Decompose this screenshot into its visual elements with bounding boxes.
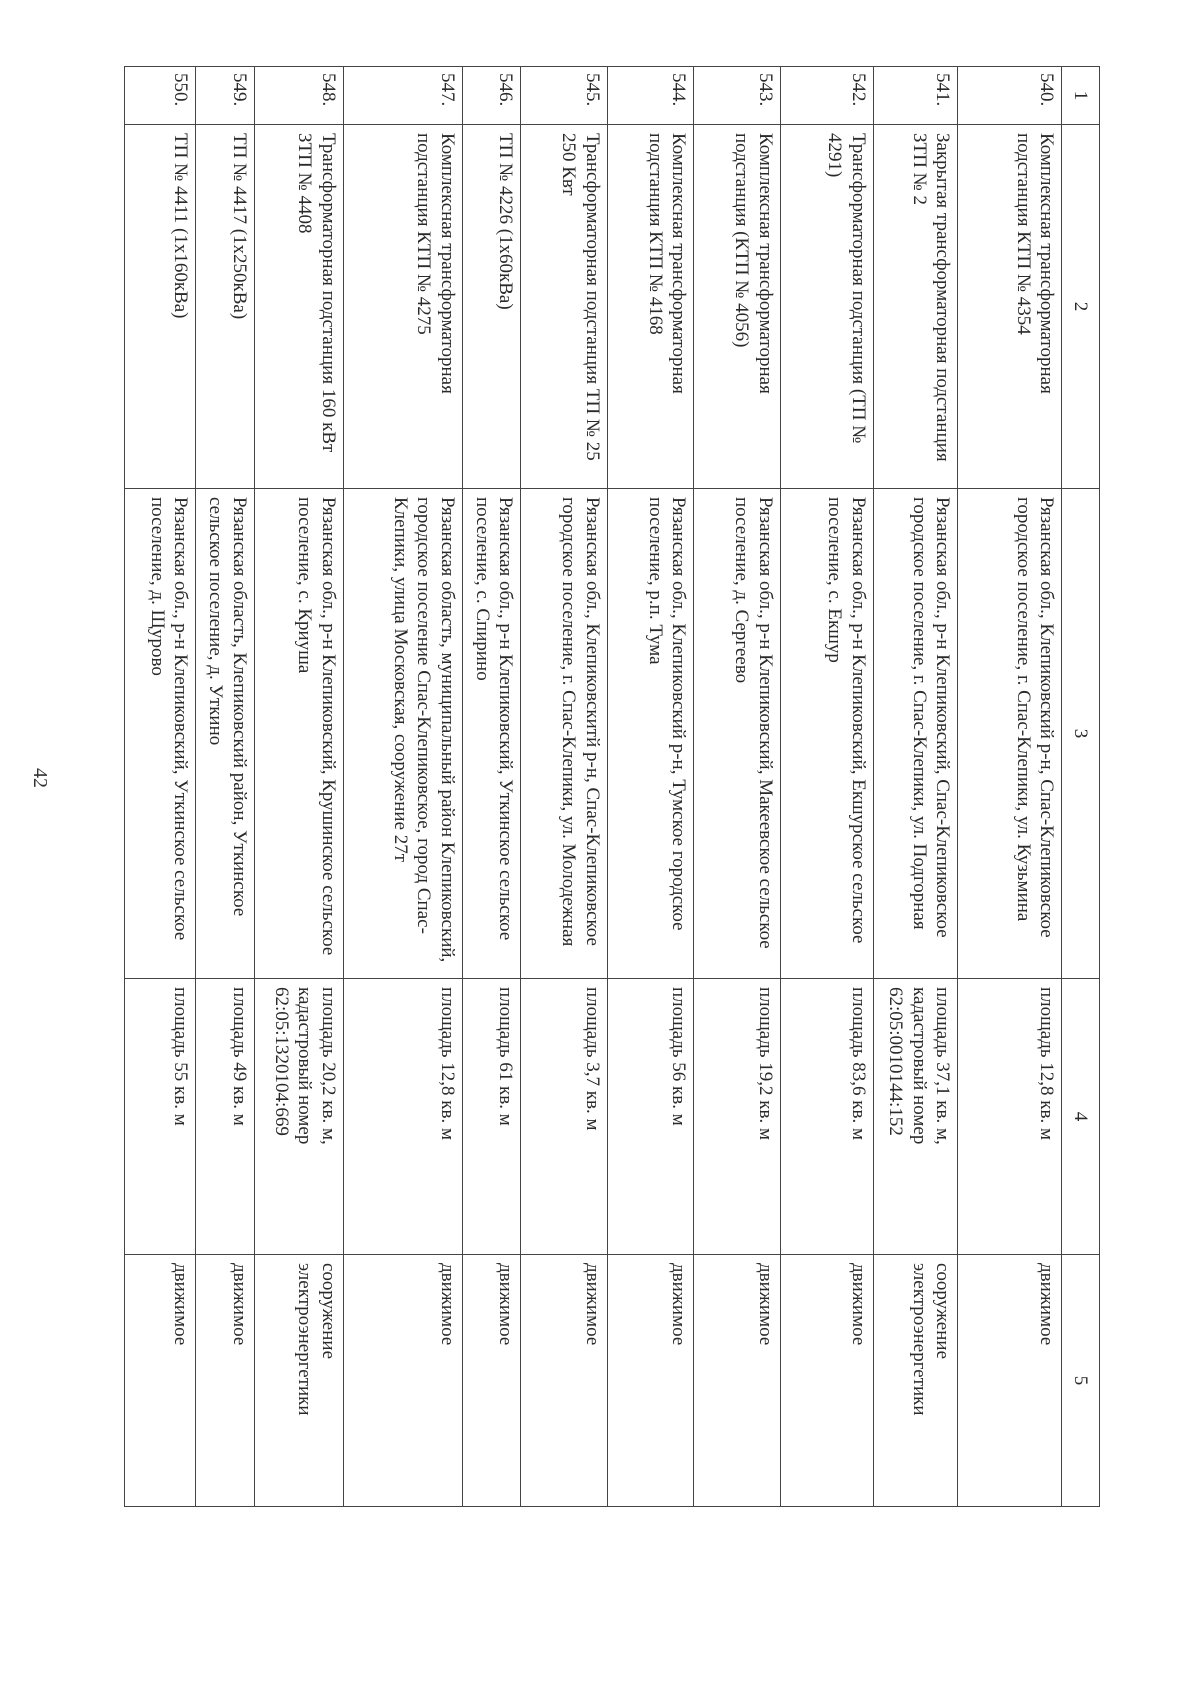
specs-cell: площадь 12,8 кв. м [958,979,1062,1255]
object-name-cell: Закрытая трансформаторная подстанция ЗТП № 2 [873,125,957,489]
table-row [125,67,197,1507]
table-row [694,67,781,1507]
row-number-cell: 549. [196,67,255,125]
address-cell: Рязанская обл., Клепиковскитй р-н, Спас-Клепиковское городское поселение, г. Спас-Клепики, ул. Молодежная [521,489,608,979]
page-number: 42 [29,768,51,788]
table-row [780,67,873,1507]
property-type-cell: движимое [958,1255,1062,1507]
header-cell: 3 [1062,489,1100,979]
specs-cell: площадь 19,2 кв. м [694,979,781,1255]
property-type-cell: движимое [125,1255,197,1507]
specs-cell: площадь 37,1 кв. м, кадастровый номер 62:05:0010144:152 [873,979,957,1255]
table-row [343,67,462,1507]
property-type-cell: движимое [521,1255,608,1507]
row-number-cell: 545. [521,67,608,125]
specs-cell: площадь 49 кв. м [196,979,255,1255]
table-row [607,67,694,1507]
specs-cell: площадь 3,7 кв. м [521,979,608,1255]
object-name-cell: ТП № 4417 (1х250кВа) [196,125,255,489]
address-cell: Рязанская обл., Клепиковский р-н, Тумское городское поселение, р.п. Тума [607,489,694,979]
property-type-cell: движимое [343,1255,462,1507]
rotated-table-container [124,66,1100,1506]
header-cell: 1 [1062,67,1100,125]
address-cell: Рязанская обл., р-н Клепиковский, Крушинское сельское поселение, с. Криуша [255,489,344,979]
property-table [124,66,1100,1507]
specs-cell: площадь 55 кв. м [125,979,197,1255]
property-type-cell: движимое [196,1255,255,1507]
row-number-cell: 544. [607,67,694,125]
table-row [196,67,255,1507]
object-name-cell: Комплексная трансформаторная подстанция (КТП № 4056) [694,125,781,489]
address-cell: Рязанская обл., Клепиковский р-н, Спас-Клепиковское городское поселение, г. Спас-Клепики, ул. Кузьмина [958,489,1062,979]
table-row [958,67,1062,1507]
row-number-cell: 543. [694,67,781,125]
object-name-cell: Трансформаторная подстанция 160 кВт ЗТП № 4408 [255,125,344,489]
object-name-cell: Трансформаторная подстанция ТП № 25 250 Квт [521,125,608,489]
property-type-cell: сооружение электроэнергетики [873,1255,957,1507]
object-name-cell: ТП № 4226 (1х60кВа) [462,125,521,489]
table-row [255,67,344,1507]
table-row [873,67,957,1507]
specs-cell: площадь 12,8 кв. м [343,979,462,1255]
address-cell: Рязанская обл., р-н Клепиковский, Уткинское сельское поселение, д. Щурово [125,489,197,979]
row-number-cell: 548. [255,67,344,125]
address-cell: Рязанская обл., р-н Клепиковский, Уткинское сельское поселение, с. Спирино [462,489,521,979]
object-name-cell: Комплексная трансформаторная подстанция КТП № 4168 [607,125,694,489]
table-row [521,67,608,1507]
object-name-cell: ТП № 4411 (1х160кВа) [125,125,197,489]
specs-cell: площадь 61 кв. м [462,979,521,1255]
row-number-cell: 550. [125,67,197,125]
header-cell: 4 [1062,979,1100,1255]
property-type-cell: движимое [780,1255,873,1507]
row-number-cell: 540. [958,67,1062,125]
address-cell: Рязанская область, Клепиковский район, Уткинское сельское поселение, д. Уткино [196,489,255,979]
address-cell: Рязанская обл., р-н Клепиковский, Спас-Клепиковское городское поселение, г. Спас-Клепики, ул. Подгорная [873,489,957,979]
object-name-cell: Комплексная трансформаторная подстанция КТП № 4275 [343,125,462,489]
property-type-cell: сооружение электроэнергетики [255,1255,344,1507]
header-cell: 2 [1062,125,1100,489]
property-type-cell: движимое [462,1255,521,1507]
header-cell: 5 [1062,1255,1100,1507]
specs-cell: площадь 20,2 кв. м, кадастровый номер 62:05:1320104:669 [255,979,344,1255]
property-type-cell: движимое [607,1255,694,1507]
address-cell: Рязанская обл., р-н Клепиковский, Екшурское сельское поселение, с. Екшур [780,489,873,979]
row-number-cell: 546. [462,67,521,125]
property-type-cell: движимое [694,1255,781,1507]
object-name-cell: Комплексная трансформаторная подстанция КТП № 4354 [958,125,1062,489]
table-header-row [1062,67,1100,1507]
address-cell: Рязанская обл., р-н Клепиковский, Макеевское сельское поселение, д. Сергеево [694,489,781,979]
row-number-cell: 547. [343,67,462,125]
specs-cell: площадь 56 кв. м [607,979,694,1255]
row-number-cell: 541. [873,67,957,125]
table-row [462,67,521,1507]
address-cell: Рязанская область, муниципальный район Клепиковский, городское поселение Спас-Клепиковское, город Спас-Клепики, улица Московская, сооружение 27т [343,489,462,979]
row-number-cell: 542. [780,67,873,125]
specs-cell: площадь 83,6 кв. м [780,979,873,1255]
object-name-cell: Трансформаторная подстанция (ТП № 4291) [780,125,873,489]
